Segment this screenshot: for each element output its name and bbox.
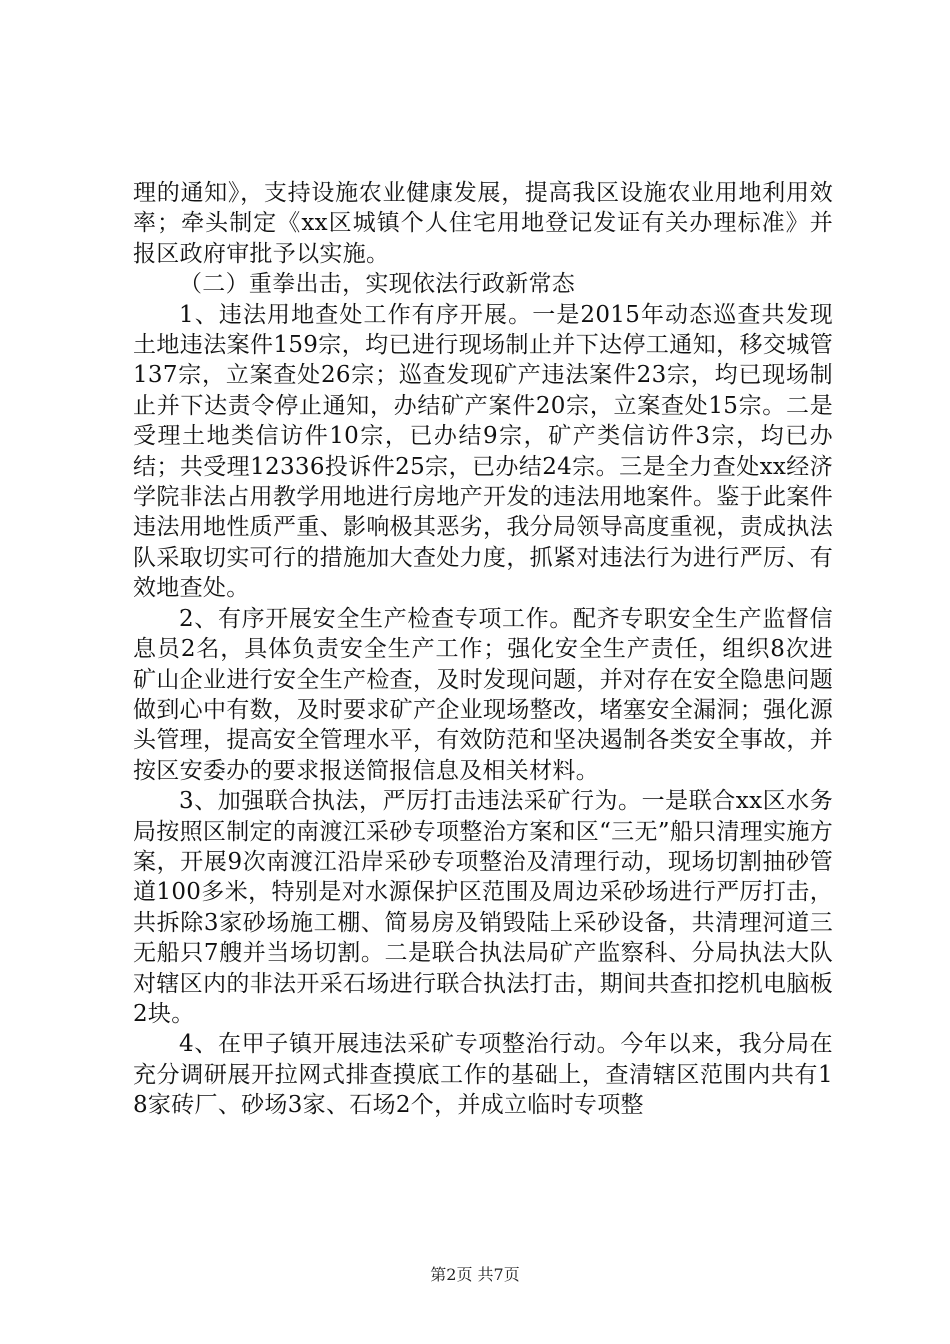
paragraph-item-2: 2、有序开展安全生产检查专项工作。配齐专职安全生产监督信息员2名，具体负责安全生产工作；强化安全生产责任，组织8次进矿山企业进行安全生产检查，及时发现问题，并对存在安全隐患问题做到心中有数，及时要求矿产企业现场整改，堵塞安全漏洞；强化源头管理，提高安全管理水平，有效防范和坚决遏制各类安全事故，并按区安委办的要求报送简报信息及相关材料。 <box>133 605 833 784</box>
section-heading: （二）重拳出击，实现依法行政新常态 <box>179 271 576 298</box>
paragraph-continuation: 理的通知》，支持设施农业健康发展，提高我区设施农业用地利用效率；牵头制定《xx区城镇个人住宅用地登记发证有关办理标准》并报区政府审批予以实施。 <box>133 180 833 267</box>
document-body <box>133 178 833 1121</box>
paragraph-item-3: 3、加强联合执法，严厉打击违法采矿行为。一是联合xx区水务局按照区制定的南渡江采砂专项整治方案和区“三无”船只清理实施方案，开展9次南渡江沿岸采砂专项整治及清理行动，现场切割抽砂管道100多米，特别是对水源保护区范围及周边采砂场进行严厉打击，共拆除3家砂场施工棚、简易房及销毁陆上采砂设备，共清理河道三无船只7艘并当场切割。二是联合执法局矿产监察科、分局执法大队对辖区内的非法开采石场进行联合执法打击，期间共查扣挖机电脑板2块。 <box>133 788 833 1027</box>
paragraph-item-4: 4、在甲子镇开展违法采矿专项整治行动。今年以来，我分局在充分调研展开拉网式排查摸底工作的基础上，查清辖区范围内共有18家砖厂、砂场3家、石场2个，并成立临时专项整 <box>133 1031 833 1119</box>
paragraph-item-1: 1、违法用地查处工作有序开展。一是2015年动态巡查共发现土地违法案件159宗，均已进行现场制止并下达停工通知，移交城管137宗，立案查处26宗；巡查发现矿产违法案件23宗，均已现场制止并下达责令停止通知，办结矿产案件20宗，立案查处15宗。二是受理土地类信访件10宗，已办结9宗，矿产类信访件3宗，均已办结；共受理12336投诉件25宗，已办结24宗。三是全力查处xx经济学院非法占用教学用地进行房地产开发的违法用地案件。鉴于此案件违法用地性质严重、影响极其恶劣，我分局领导高度重视，责成执法队采取切实可行的措施加大查处力度，抓紧对违法行为进行严厉、有效地查处。 <box>133 301 833 602</box>
page-footer: 第2页 共7页 <box>430 1265 520 1284</box>
